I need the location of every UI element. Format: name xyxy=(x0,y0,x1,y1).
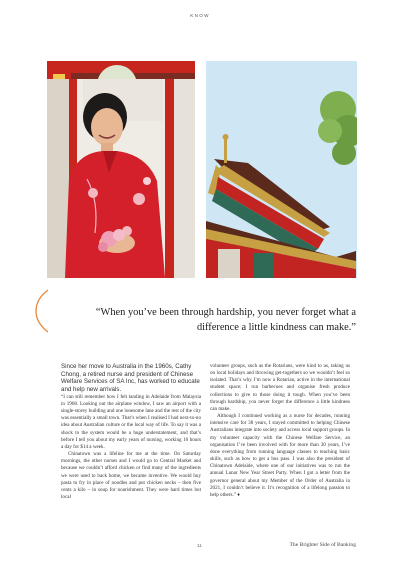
publication-title: The Brighter Side of Banking xyxy=(289,542,356,548)
body-paragraph: Although I continued working as a nurse for decades, running intensive care for 38 years, I stayed committed to helping Chinese Australians integrate into society and access local support groups. In my volunteer capacity with the Chinese Welfare Service, an organisation I’ve been involved with for more than 30 years, I’ve done everything from running language classes to teaching basic skills, such as how to get a bus pass. I was also the president of Chinatown Adelaide, where one of our initiatives was to run the annual Lunar New Year Street Party. When I got a letter from the governor general about my Member of the Order of Australia in 2021, I couldn’t believe it. It’s recognition of a lifelong passion to help others.” ♦ xyxy=(210,413,350,498)
quote-bracket-icon xyxy=(34,289,50,333)
portrait-illustration xyxy=(47,61,195,278)
body-paragraph: Chinatown was a lifeline for me at the time. On Saturday mornings, the other nurses and I would go to Central Market and because we couldn’t afford chicken or find many of the ingredients we were used to back home, we became inventive. We would buy pasta to fry in place of noodles and put chicken necks – then five cents a kilo – in soup for nourishment. They were hard times but local xyxy=(61,451,201,500)
body-paragraph: volunteer groups, such as the Rotarians, were kind to us, taking us on local holidays and throwing get-togethers so we wouldn’t feel so isolated. That’s why I’m now a Rotarian, active in the international student space; I run barbecues and organise fresh produce collections to give to those doing it tough. When you’ve been through hardship, you never forget the difference a little kindness can make. xyxy=(210,363,350,412)
body-column-right xyxy=(210,363,350,499)
page-number: 11 xyxy=(197,543,202,548)
running-head: KNOW xyxy=(190,13,210,18)
body-paragraph: “I can still remember how I felt landing in Adelaide from Malaysia in 1968. Looking out the airplane window, I saw an airport with a single-storey building and one lonesome lane and the rest of the city was essentially a small town. That’s when I realised I had next-to-no idea about Australian culture or the local way of life. To say it was a shock to the system would be a huge understatement, and that’s before I tell you about my early years of nursing, working 16 hours a day for $14 a week. xyxy=(61,393,201,450)
gate-illustration xyxy=(206,61,357,278)
photo-chinatown-gate xyxy=(206,61,357,278)
photo-cathy-chong xyxy=(47,61,195,278)
lede-paragraph: Since her move to Australia in the 1960s, Cathy Chong, a retired nurse and president of Chinese Welfare Services of SA Inc, has worked to educate and help new arrivals. xyxy=(61,363,200,394)
body-column-left xyxy=(61,363,201,501)
pull-quote: “When you’ve been through hardship, you never forget what a difference a little kindness can make.” xyxy=(95,307,356,333)
